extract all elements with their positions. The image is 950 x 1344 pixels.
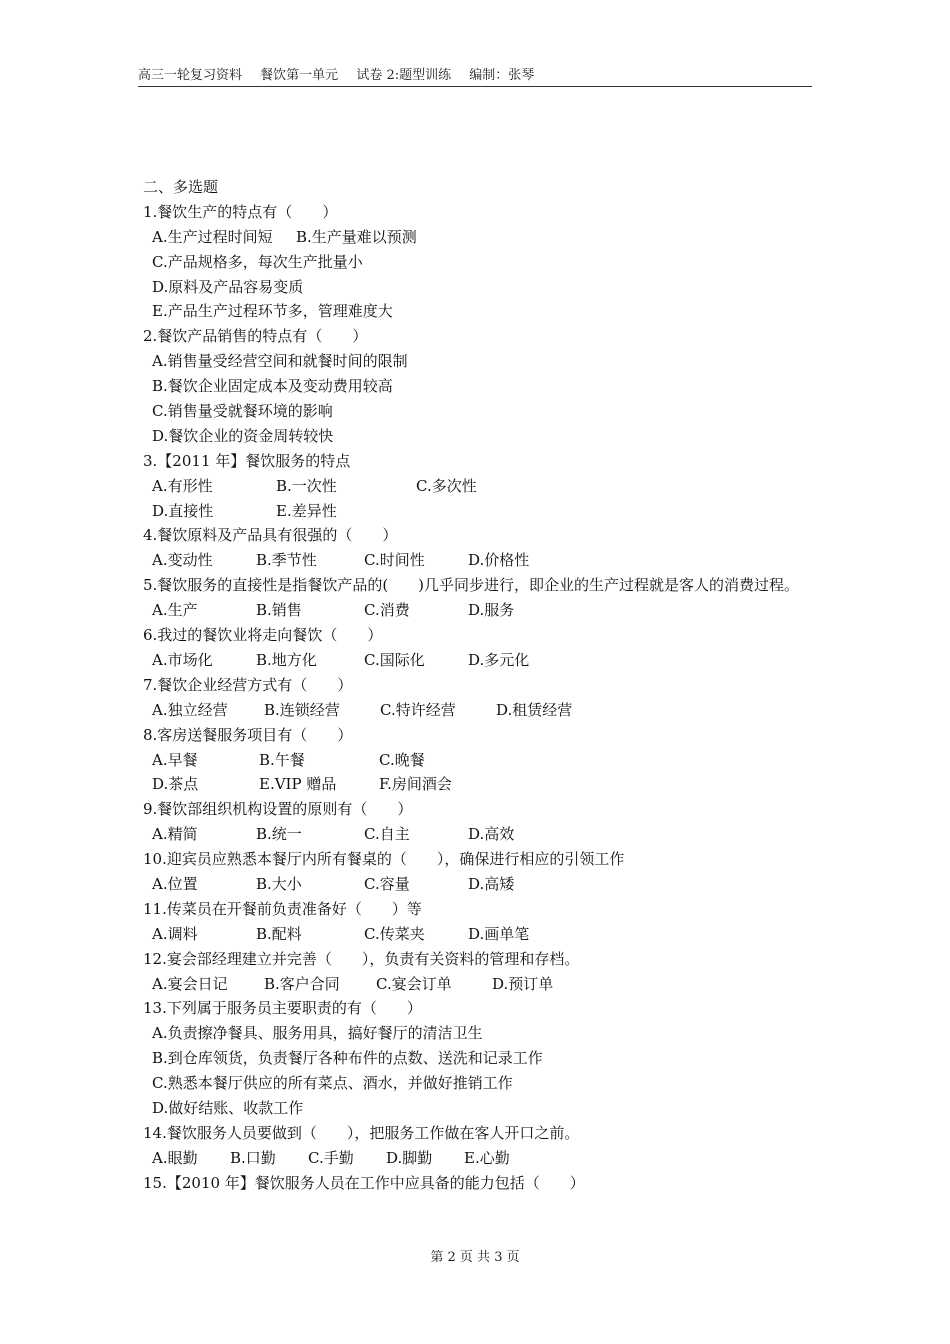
answer-option: B.配料 <box>256 924 302 943</box>
question-stem: 9.餐饮部组织机构设置的原则有（ ） <box>143 800 413 819</box>
option-row <box>143 250 813 275</box>
answer-option: A.位置 <box>152 874 198 893</box>
question-stem: 8.客房送餐服务项目有（ ） <box>143 725 353 744</box>
answer-option: C.销售量受就餐环境的影响 <box>152 402 333 421</box>
option-row <box>143 972 813 997</box>
answer-option: D.画单笔 <box>468 924 530 943</box>
answer-option: B.季节性 <box>256 551 317 570</box>
header-course: 高三一轮复习资料 <box>138 68 243 83</box>
page-header <box>138 66 812 87</box>
answer-option: A.有形性 <box>152 476 213 495</box>
header-paper: 试卷 2:题型训练 <box>356 68 452 83</box>
question-stem: 7.餐饮企业经营方式有（ ） <box>143 675 353 694</box>
answer-option: C.自主 <box>364 825 410 844</box>
option-row <box>143 822 813 847</box>
question-list <box>143 175 813 1196</box>
answer-option: A.调料 <box>152 924 198 943</box>
answer-option: C.时间性 <box>364 551 425 570</box>
answer-option: B.连锁经营 <box>264 700 340 719</box>
option-row <box>143 1096 813 1121</box>
answer-option: D.脚勤 <box>386 1148 433 1167</box>
answer-option: C.宴会订单 <box>376 974 452 993</box>
answer-option: A.销售量受经营空间和就餐时间的限制 <box>152 352 408 371</box>
answer-option: E.产品生产过程环节多，管理难度大 <box>152 302 393 321</box>
answer-option: B.午餐 <box>259 750 305 769</box>
answer-option: C.容量 <box>364 874 410 893</box>
header-editor: 编制：张琴 <box>469 68 535 83</box>
answer-option: D.餐饮企业的资金周转较快 <box>152 426 334 445</box>
answer-option: B.客户合同 <box>264 974 340 993</box>
answer-option: B.地方化 <box>256 650 317 669</box>
answer-option: D.做好结账、收款工作 <box>152 1098 304 1117</box>
answer-option: B.生产量难以预测 <box>296 227 417 246</box>
answer-option: C.晚餐 <box>379 750 425 769</box>
answer-option: C.手勤 <box>308 1148 354 1167</box>
answer-option: C.产品规格多，每次生产批量小 <box>152 252 363 271</box>
answer-option: B.口勤 <box>230 1148 276 1167</box>
answer-option: B.销售 <box>256 601 302 620</box>
answer-option: B.统一 <box>256 825 302 844</box>
option-row <box>143 225 813 250</box>
option-row <box>143 772 813 797</box>
answer-option: A.早餐 <box>152 750 198 769</box>
answer-option: A.独立经营 <box>152 700 228 719</box>
option-row <box>143 922 813 947</box>
answer-option: A.变动性 <box>152 551 213 570</box>
answer-option: D.价格性 <box>468 551 530 570</box>
option-row <box>143 698 813 723</box>
answer-option: E.VIP 赠品 <box>259 775 337 794</box>
answer-option: A.生产 <box>152 601 198 620</box>
question-stem: 11.传菜员在开餐前负责准备好（ ）等 <box>143 899 422 918</box>
section-title: 二、多选题 <box>143 178 219 196</box>
option-row <box>143 424 813 449</box>
questions-container <box>143 200 813 1196</box>
answer-option: A.生产过程时间短 <box>152 227 273 246</box>
question-stem: 14.餐饮服务人员要做到（ ），把服务工作做在客人开口之前。 <box>143 1123 580 1142</box>
option-row <box>143 399 813 424</box>
question-stem: 5.餐饮服务的直接性是指餐饮产品的( )几乎同步进行，即企业的生产过程就是客人的消费过程。 <box>143 576 800 595</box>
answer-option: D.高矮 <box>468 874 515 893</box>
question-stem: 15.【2010 年】餐饮服务人员在工作中应具备的能力包括（ ） <box>143 1173 585 1192</box>
answer-option: A.负责擦净餐具、服务用具，搞好餐厅的清洁卫生 <box>152 1024 483 1043</box>
option-row <box>143 598 813 623</box>
header-unit: 餐饮第一单元 <box>260 68 339 83</box>
question-stem: 1.餐饮生产的特点有（ ） <box>143 202 338 221</box>
option-row <box>143 374 813 399</box>
question-stem: 3.【2011 年】餐饮服务的特点 <box>143 451 351 470</box>
option-row <box>143 299 813 324</box>
answer-option: C.国际化 <box>364 650 425 669</box>
answer-option: D.预订单 <box>492 974 554 993</box>
answer-option: B.到仓库领货，负责餐厅各种布件的点数、送洗和记录工作 <box>152 1049 543 1068</box>
option-row <box>143 1071 813 1096</box>
option-row <box>143 349 813 374</box>
option-row <box>143 648 813 673</box>
answer-option: F.房间酒会 <box>379 775 452 794</box>
option-row <box>143 474 813 499</box>
answer-option: A.精简 <box>152 825 198 844</box>
answer-option: D.租赁经营 <box>496 700 573 719</box>
question-stem: 2.餐饮产品销售的特点有（ ） <box>143 327 368 346</box>
option-row <box>143 1146 813 1171</box>
answer-option: C.消费 <box>364 601 410 620</box>
answer-option: D.高效 <box>468 825 515 844</box>
option-row <box>143 548 813 573</box>
answer-option: C.熟悉本餐厅供应的所有菜点、酒水，并做好推销工作 <box>152 1074 513 1093</box>
answer-option: D.多元化 <box>468 650 530 669</box>
answer-option: B.一次性 <box>276 476 337 495</box>
option-row <box>143 872 813 897</box>
answer-option: C.多次性 <box>416 476 477 495</box>
option-row <box>143 748 813 773</box>
page-footer: 第 2 页 共 3 页 <box>430 1250 520 1265</box>
answer-option: E.心勤 <box>464 1148 510 1167</box>
question-stem: 4.餐饮原料及产品具有很强的（ ） <box>143 526 398 545</box>
question-stem: 12.宴会部经理建立并完善（ ），负责有关资料的管理和存档。 <box>143 949 580 968</box>
answer-option: D.原料及产品容易变质 <box>152 277 304 296</box>
answer-option: D.直接性 <box>152 501 214 520</box>
option-row <box>143 275 813 300</box>
answer-option: B.餐饮企业固定成本及变动费用较高 <box>152 377 393 396</box>
option-row <box>143 1021 813 1046</box>
option-row <box>143 499 813 524</box>
answer-option: A.宴会日记 <box>152 974 228 993</box>
answer-option: A.眼勤 <box>152 1148 198 1167</box>
answer-option: D.服务 <box>468 601 515 620</box>
question-stem: 10.迎宾员应熟悉本餐厅内所有餐桌的（ ），确保进行相应的引领工作 <box>143 850 625 869</box>
answer-option: A.市场化 <box>152 650 213 669</box>
answer-option: C.传菜夹 <box>364 924 425 943</box>
answer-option: D.茶点 <box>152 775 199 794</box>
question-stem: 6.我过的餐饮业将走向餐饮（ ） <box>143 626 383 645</box>
question-stem: 13.下列属于服务员主要职责的有（ ） <box>143 999 422 1018</box>
option-row <box>143 1046 813 1071</box>
answer-option: C.特许经营 <box>380 700 456 719</box>
answer-option: B.大小 <box>256 874 302 893</box>
answer-option: E.差异性 <box>276 501 337 520</box>
